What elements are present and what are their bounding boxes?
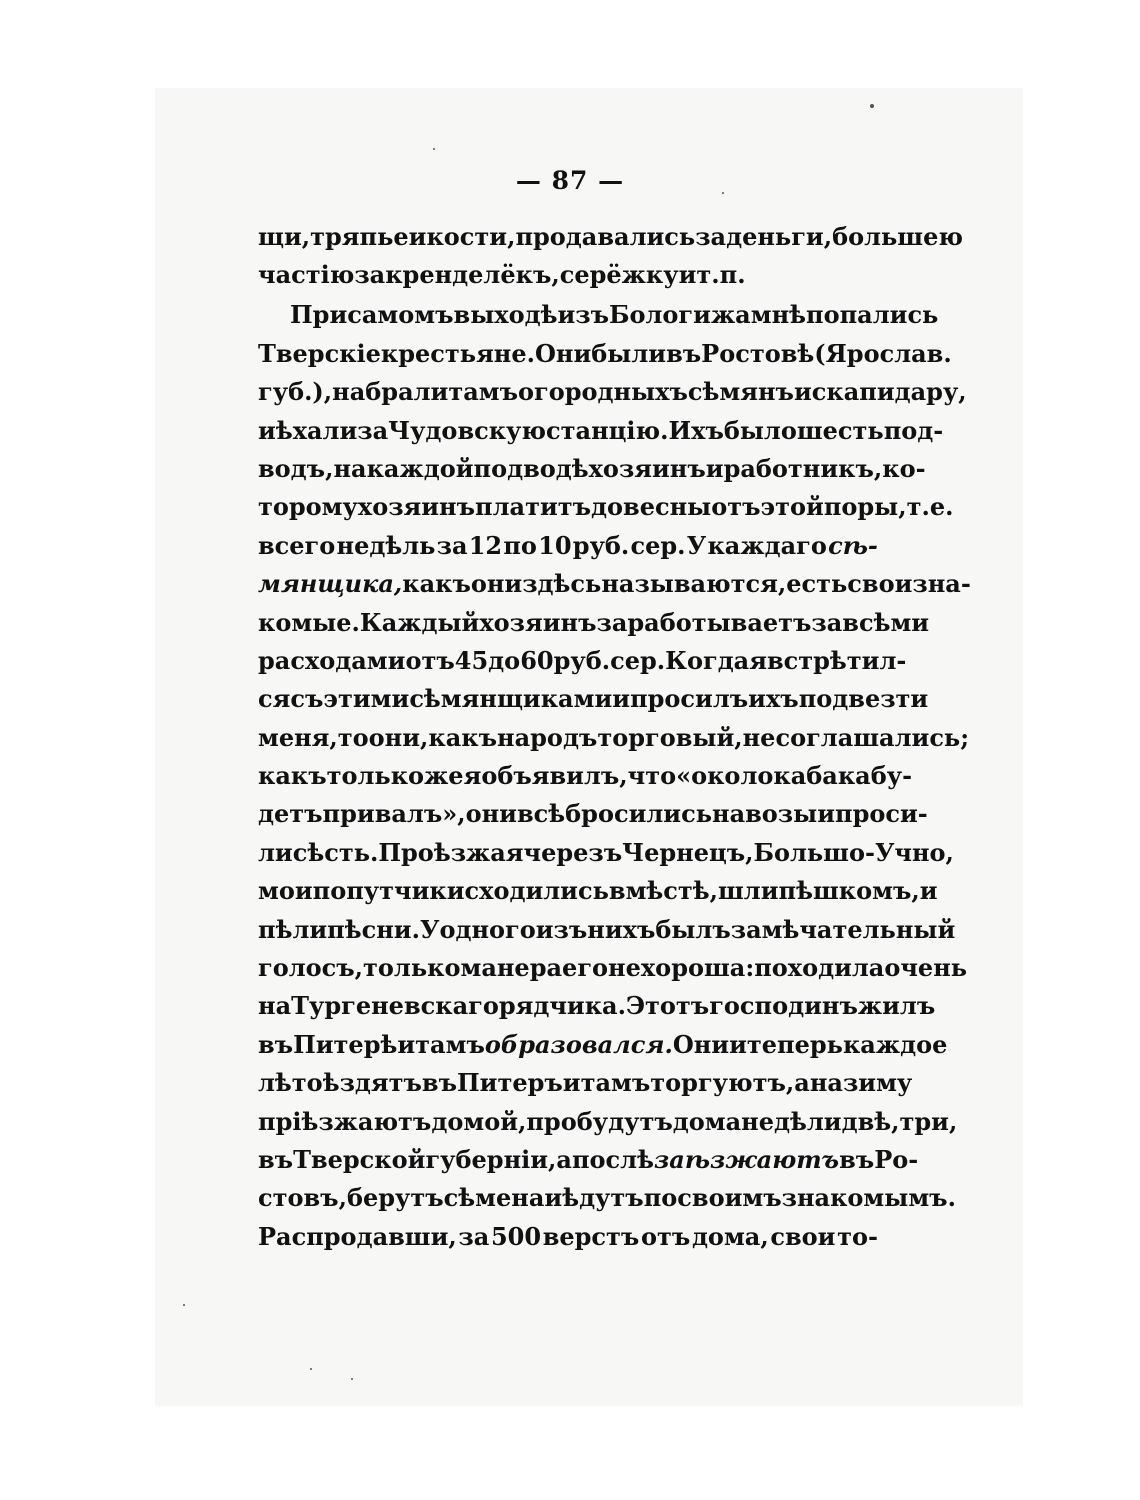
text-line bbox=[258, 911, 956, 949]
text-line bbox=[258, 604, 930, 642]
word: каждой bbox=[366, 453, 474, 483]
word: п. bbox=[719, 260, 746, 290]
word: объявилъ, bbox=[481, 761, 628, 791]
word: ихъ bbox=[748, 684, 799, 714]
word: до bbox=[488, 645, 521, 675]
word: всѣми bbox=[842, 607, 930, 637]
word: то bbox=[337, 722, 369, 752]
text-line bbox=[258, 1141, 919, 1179]
word: то- bbox=[837, 1221, 878, 1251]
word: торговый, bbox=[597, 722, 743, 752]
scan-speck bbox=[433, 148, 435, 150]
word: При bbox=[290, 300, 348, 330]
word: отъ bbox=[640, 1221, 691, 1251]
word: въ bbox=[421, 1068, 457, 1098]
word: они, bbox=[368, 722, 429, 752]
word: У bbox=[686, 530, 707, 560]
word: своимъ bbox=[677, 1183, 782, 1213]
word: за bbox=[695, 222, 727, 251]
word: этой bbox=[760, 492, 824, 522]
word: попались bbox=[806, 300, 939, 330]
word: детъ bbox=[258, 799, 323, 829]
word: пѣсни. bbox=[327, 914, 420, 944]
word: и bbox=[612, 684, 631, 714]
word: только bbox=[363, 953, 461, 983]
word: бу- bbox=[870, 761, 913, 791]
word: Чернецъ, bbox=[622, 837, 754, 867]
word: станцію. bbox=[546, 415, 669, 445]
word: комые. bbox=[258, 607, 360, 637]
word: привалъ», bbox=[322, 799, 466, 829]
text-line bbox=[258, 1026, 948, 1064]
word: и bbox=[793, 377, 812, 407]
text-line bbox=[258, 795, 928, 833]
word: скапидару, bbox=[811, 377, 967, 407]
text-line bbox=[258, 834, 954, 872]
word: отъ bbox=[711, 492, 761, 522]
word: въ bbox=[258, 1029, 294, 1059]
word: и bbox=[678, 260, 697, 290]
text-line bbox=[258, 488, 954, 526]
word: 500 bbox=[490, 1221, 542, 1251]
word: и bbox=[408, 222, 427, 251]
word: на bbox=[712, 799, 746, 829]
word: и bbox=[544, 1183, 563, 1213]
word: Питерѣ bbox=[293, 1029, 398, 1059]
word: одного bbox=[439, 914, 536, 944]
word: ко- bbox=[882, 453, 926, 483]
word: шесть bbox=[796, 415, 884, 445]
word: три, bbox=[899, 1106, 958, 1136]
word: дома, bbox=[691, 1221, 769, 1251]
word: Они bbox=[535, 338, 592, 368]
word: господинъ bbox=[709, 991, 858, 1021]
word: выходѣ bbox=[453, 300, 558, 330]
word: черезъ bbox=[523, 837, 623, 867]
word: хороша: bbox=[640, 953, 755, 983]
word: шли bbox=[718, 876, 779, 906]
word: были bbox=[591, 338, 667, 368]
word: набрали bbox=[332, 377, 449, 407]
word: 10 bbox=[538, 530, 572, 560]
scan-speck bbox=[722, 192, 724, 194]
word: каждаго bbox=[707, 530, 827, 560]
word: очень bbox=[884, 953, 968, 983]
word: мнѣ bbox=[750, 300, 807, 330]
word: «около bbox=[676, 761, 774, 791]
word: Ро- bbox=[874, 1144, 919, 1174]
word: пріѣзжаютъ bbox=[258, 1106, 432, 1136]
text-line bbox=[258, 1218, 878, 1256]
word: сер. bbox=[630, 530, 686, 560]
word: зна- bbox=[912, 569, 971, 599]
word: щи, bbox=[258, 222, 311, 251]
word: не bbox=[608, 953, 641, 983]
word: водъ, bbox=[258, 453, 334, 483]
word: было bbox=[723, 415, 797, 445]
word: образовался. bbox=[484, 1029, 673, 1059]
word: рядчика. bbox=[498, 991, 626, 1021]
word: верстъ bbox=[542, 1221, 640, 1251]
word: съ bbox=[290, 684, 324, 714]
word: пробудутъ bbox=[526, 1106, 673, 1136]
word: подводѣ bbox=[473, 453, 589, 483]
word: свои bbox=[770, 1221, 836, 1251]
word: недѣль bbox=[336, 530, 436, 560]
word: ли bbox=[258, 837, 293, 867]
word: сѣмена bbox=[443, 1183, 545, 1213]
scan-speck bbox=[310, 1368, 312, 1370]
word: тамъ bbox=[415, 1029, 485, 1059]
text-line bbox=[258, 296, 939, 334]
word: сѣмянщиками bbox=[409, 684, 613, 714]
scan-speck bbox=[351, 1378, 353, 1380]
text-line bbox=[258, 1103, 958, 1141]
word: сѣ- bbox=[828, 530, 878, 560]
word: Ростовѣ bbox=[701, 338, 815, 368]
word: Большо-Учно, bbox=[753, 837, 954, 867]
word: губ.), bbox=[258, 377, 333, 407]
word: под- bbox=[883, 415, 944, 445]
word: крестьяне. bbox=[380, 338, 535, 368]
word: мянщика, bbox=[258, 569, 403, 599]
word: на bbox=[258, 991, 292, 1021]
word: Питеръ bbox=[456, 1068, 563, 1098]
word: 12 bbox=[468, 530, 503, 560]
word: хозяинъ bbox=[479, 607, 597, 637]
word: весны bbox=[623, 492, 712, 522]
word: Тургеневскаго bbox=[291, 991, 499, 1021]
word: проси- bbox=[835, 799, 928, 829]
word: всего bbox=[258, 530, 336, 560]
text-line bbox=[258, 642, 907, 680]
word: и bbox=[705, 453, 724, 483]
word: сѣсть. bbox=[292, 837, 379, 867]
word: за bbox=[458, 1221, 490, 1251]
word: только bbox=[326, 761, 425, 791]
page-number: — 87 — bbox=[515, 166, 625, 195]
word: пѣшкомъ, bbox=[778, 876, 920, 906]
word: лѣто bbox=[258, 1068, 323, 1098]
word: деньги, bbox=[726, 222, 833, 251]
word: на bbox=[333, 453, 367, 483]
word: я bbox=[749, 645, 767, 675]
word: а bbox=[556, 1144, 572, 1174]
word: Бологижа bbox=[608, 300, 751, 330]
word: за bbox=[811, 607, 843, 637]
word: до bbox=[591, 492, 624, 522]
word: всѣ bbox=[516, 799, 566, 829]
word: частію bbox=[258, 260, 355, 290]
word: дома bbox=[672, 1106, 742, 1136]
word: Чудовскую bbox=[388, 415, 547, 445]
word: работникъ, bbox=[723, 453, 883, 483]
word: по bbox=[643, 1183, 678, 1213]
word: бросились bbox=[565, 799, 712, 829]
word: тамъ bbox=[448, 377, 519, 407]
word: былъ bbox=[655, 914, 731, 944]
word: что bbox=[627, 761, 677, 791]
word: Каждый bbox=[359, 607, 480, 637]
word: отъ bbox=[405, 645, 455, 675]
word: они bbox=[470, 569, 523, 599]
word: въ bbox=[666, 338, 702, 368]
word: свои bbox=[847, 569, 913, 599]
word: домой, bbox=[431, 1106, 527, 1136]
text-line bbox=[258, 218, 963, 256]
text-line bbox=[258, 256, 878, 294]
word: Когда bbox=[665, 645, 750, 675]
word: теперь bbox=[746, 1029, 843, 1059]
text-line bbox=[258, 565, 971, 603]
word: въ bbox=[258, 1144, 294, 1174]
word: хозяинъ bbox=[588, 453, 706, 483]
word: е. bbox=[929, 492, 954, 522]
word: платитъ bbox=[475, 492, 592, 522]
text-line bbox=[258, 987, 936, 1025]
word: не bbox=[742, 722, 776, 752]
word: ѣздятъ bbox=[322, 1068, 422, 1098]
word: каждое bbox=[842, 1029, 948, 1059]
word: а bbox=[794, 1068, 810, 1098]
word: пѣли bbox=[258, 914, 328, 944]
text-line bbox=[258, 757, 913, 795]
word: руб. bbox=[572, 530, 630, 560]
word: хозяинъ bbox=[357, 492, 476, 522]
word: ся bbox=[258, 684, 291, 714]
text-line bbox=[258, 680, 929, 718]
word: въ bbox=[839, 1144, 875, 1174]
word: вмѣстѣ, bbox=[608, 876, 719, 906]
word: и bbox=[919, 876, 938, 906]
word: Проѣзжая bbox=[378, 837, 524, 867]
word: сходились bbox=[464, 876, 609, 906]
word: 45 bbox=[454, 645, 489, 675]
word: 60 bbox=[520, 645, 554, 675]
text-line bbox=[258, 719, 970, 757]
word: и bbox=[397, 1029, 416, 1059]
word: нихъ bbox=[587, 914, 656, 944]
word: называются, bbox=[601, 569, 787, 599]
word: замѣчательный bbox=[730, 914, 956, 944]
word: самомъ bbox=[347, 300, 454, 330]
word: поры, bbox=[823, 492, 907, 522]
word: и bbox=[562, 1068, 581, 1098]
word: какъ bbox=[258, 761, 327, 791]
word: попутчики bbox=[312, 876, 465, 906]
word: кабака bbox=[773, 761, 871, 791]
word: кренделёкъ, bbox=[385, 260, 560, 290]
word: мои bbox=[258, 876, 313, 906]
word: послѣ bbox=[571, 1144, 654, 1174]
body-text bbox=[258, 218, 971, 1256]
word: зиму bbox=[842, 1068, 913, 1098]
word: заработываетъ bbox=[596, 607, 812, 637]
word: голосъ, bbox=[258, 953, 364, 983]
word: кости, bbox=[426, 222, 516, 251]
word: встрѣтил- bbox=[766, 645, 907, 675]
word: (Ярослав. bbox=[814, 338, 952, 368]
word: двѣ, bbox=[841, 1106, 900, 1136]
word: меня, bbox=[258, 722, 338, 752]
word: его bbox=[562, 953, 609, 983]
word: тряпье bbox=[310, 222, 409, 251]
text-line bbox=[258, 450, 926, 488]
word: ѣдутъ bbox=[562, 1183, 644, 1213]
word: т. bbox=[906, 492, 930, 522]
word: на bbox=[809, 1068, 843, 1098]
word: тамъ bbox=[580, 1068, 651, 1098]
word: знакомымъ. bbox=[781, 1183, 956, 1213]
word: этими bbox=[323, 684, 410, 714]
word: народъ bbox=[497, 722, 598, 752]
word: за bbox=[436, 530, 468, 560]
word: и bbox=[729, 1029, 747, 1059]
word: огородныхъ bbox=[518, 377, 688, 407]
word: за bbox=[357, 415, 389, 445]
word: серёжку bbox=[559, 260, 679, 290]
word: берутъ bbox=[346, 1183, 444, 1213]
word: есть bbox=[786, 569, 848, 599]
word: манера bbox=[460, 953, 563, 983]
word: большею bbox=[832, 222, 963, 251]
word: У bbox=[419, 914, 440, 944]
text-line bbox=[258, 1179, 956, 1217]
word: Они bbox=[672, 1029, 730, 1059]
word: Распродавши, bbox=[258, 1221, 457, 1251]
word: и bbox=[817, 799, 835, 829]
text-line bbox=[258, 872, 938, 910]
word: т. bbox=[696, 260, 720, 290]
word: какъ bbox=[428, 722, 498, 752]
word: за bbox=[354, 260, 386, 290]
scan-speck bbox=[183, 1304, 185, 1306]
text-line bbox=[258, 949, 968, 987]
word: здѣсь bbox=[522, 569, 602, 599]
word: возы bbox=[745, 799, 818, 829]
word: какъ bbox=[402, 569, 471, 599]
word: торгуютъ, bbox=[650, 1068, 795, 1098]
word: Ихъ bbox=[668, 415, 724, 445]
word: стовъ, bbox=[258, 1183, 347, 1213]
word: соглашались; bbox=[775, 722, 970, 752]
word: просилъ bbox=[630, 684, 749, 714]
word: подвезти bbox=[798, 684, 929, 714]
word: изъ bbox=[535, 914, 588, 944]
word: заѣзжаютъ bbox=[653, 1144, 840, 1174]
text-line bbox=[258, 373, 967, 411]
word: они bbox=[465, 799, 517, 829]
word: походила bbox=[754, 953, 885, 983]
word: же bbox=[424, 761, 464, 791]
word: недѣли bbox=[741, 1106, 842, 1136]
word: губерніи, bbox=[425, 1144, 557, 1174]
text-line bbox=[258, 1064, 913, 1102]
word: сер. bbox=[610, 645, 666, 675]
scan-speck bbox=[870, 104, 874, 108]
word: руб. bbox=[553, 645, 611, 675]
word: Тверской bbox=[293, 1144, 426, 1174]
word: расходами bbox=[258, 645, 406, 675]
word: и bbox=[258, 415, 276, 445]
word: ѣхали bbox=[275, 415, 358, 445]
word: Этотъ bbox=[625, 991, 710, 1021]
word: изъ bbox=[557, 300, 609, 330]
text-line bbox=[258, 335, 952, 373]
word: по bbox=[503, 530, 537, 560]
text-line bbox=[258, 412, 944, 450]
word: сѣмянъ bbox=[687, 377, 794, 407]
word: я bbox=[463, 761, 482, 791]
text-line bbox=[258, 527, 878, 565]
word: торому bbox=[258, 492, 358, 522]
word: жилъ bbox=[857, 991, 936, 1021]
word: Тверскіе bbox=[258, 338, 381, 368]
word: продавались bbox=[515, 222, 696, 251]
